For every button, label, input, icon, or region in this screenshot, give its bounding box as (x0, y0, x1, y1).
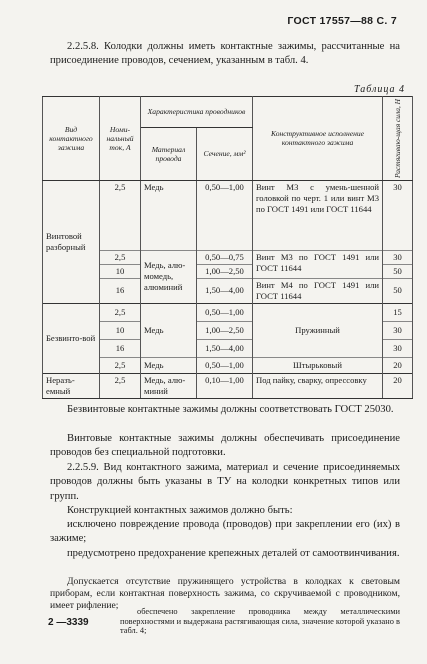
force-cell: 20 (383, 357, 413, 373)
current-cell: 10 (100, 264, 141, 278)
section-cell: 1,00—2,50 (197, 264, 253, 278)
design-cell: Винт М3 с умень-шенной головкой по черт. 1 или винт М3 по ГОСТ 1491 или ГОСТ 11644 (253, 180, 383, 250)
current-cell: 16 (100, 339, 141, 357)
section-cell: 0,10—1,00 (197, 373, 253, 398)
force-cell: 30 (383, 339, 413, 357)
section-cell: 1,00—2,50 (197, 321, 253, 339)
section-cell: 0,50—0,75 (197, 250, 253, 264)
force-cell: 15 (383, 303, 413, 321)
body-paragraph: Винтовые контактные зажимы должны обеспечивать присоединение проводов без специальной подготовки. (50, 433, 400, 459)
material-cell: Медь (141, 357, 197, 373)
design-cell: Под пайку, сварку, опрессовку (253, 373, 383, 398)
force-cell: 30 (383, 321, 413, 339)
terminal-table (42, 96, 413, 399)
force-cell: 30 (383, 180, 413, 250)
force-cell: 50 (383, 264, 413, 278)
body-paragraph: Безвинтовые контактные зажимы должны соответствовать ГОСТ 25030. (67, 404, 394, 415)
current-cell: 10 (100, 321, 141, 339)
current-cell: 2,5 (100, 357, 141, 373)
section-cell: 0,50—1,00 (197, 303, 253, 321)
design-cell: Винт М4 по ГОСТ 1491 или ГОСТ 11644 (253, 278, 383, 303)
table-row (43, 180, 413, 250)
page-header: ГОСТ 17557—88 С. 7 (287, 15, 397, 27)
material-cell: Медь, алю-миний (141, 373, 197, 398)
current-cell: 2,5 (100, 303, 141, 321)
header-characteristic: Характеристика проводников (141, 97, 253, 128)
kind-cell: Неразъ-емный (43, 373, 100, 398)
current-cell: 2,5 (100, 250, 141, 264)
header-current: Номи-нальный ток, А (100, 97, 141, 181)
section-cell: 0,50—1,00 (197, 357, 253, 373)
body-paragraph: обеспечено закрепление проводника между металлическими поверхностями и выдержана растягивающая сила, значение которой указано в табл. 4; (120, 607, 400, 635)
design-cell: Штырьковый (253, 357, 383, 373)
header-force: Растягиваю-щая сила, Н (383, 97, 413, 181)
table-row (43, 303, 413, 321)
force-cell: 50 (383, 278, 413, 303)
page-footer: 2 —3339 (48, 617, 89, 628)
body-paragraph: Конструкцией контактных зажимов должно быть: (67, 505, 293, 516)
force-cell: 30 (383, 250, 413, 264)
body-paragraph: 2.2.5.9. Вид контактного зажима, материал и сечение присоединяемых проводов должны быть указаны в ТУ на колодки конкретных типов или групп. (50, 462, 400, 502)
current-cell: 2,5 (100, 373, 141, 398)
header-design: Конструктивное исполнение контактного зажима (253, 97, 383, 181)
current-cell: 2,5 (100, 180, 141, 250)
table-caption: Таблица 4 (354, 84, 405, 95)
section-cell: 1,50—4,00 (197, 278, 253, 303)
body-paragraph: предусмотрено предохранение крепежных деталей от самоотвинчивания. (67, 548, 400, 559)
intro-paragraph: 2.2.5.8. Колодки должны иметь контактные зажимы, рассчитанные на присоединение проводов, сечением, указанным в табл. 4. (50, 41, 400, 67)
design-cell: Винт М3 по ГОСТ 1491 или ГОСТ 11644 (253, 250, 383, 278)
kind-cell: Винтовой разборный (43, 180, 100, 303)
current-cell: 16 (100, 278, 141, 303)
material-cell: Медь, алю-момедь, алюминий (141, 250, 197, 303)
body-paragraph: Допускается отсутствие пружинящего устройства в колодках к световым приборам, если контактная поверхность зажима, со скручиваемой с проводником, имеет рифление; (50, 576, 400, 612)
header-material: Материал провода (141, 127, 197, 180)
header-section: Сечение, мм² (197, 127, 253, 180)
design-cell: Пружинный (253, 303, 383, 357)
material-cell: Медь (141, 180, 197, 250)
header-kind: Вид контактного зажима (43, 97, 100, 181)
force-cell: 20 (383, 373, 413, 398)
kind-cell: Безвинто-вой (43, 303, 100, 373)
section-cell: 0,50—1,00 (197, 180, 253, 250)
body-paragraph: исключено повреждение провода (проводов) при закреплении его (их) в зажиме; (50, 519, 400, 545)
section-cell: 1,50—4,00 (197, 339, 253, 357)
table-row (43, 373, 413, 398)
material-cell: Медь (141, 303, 197, 357)
